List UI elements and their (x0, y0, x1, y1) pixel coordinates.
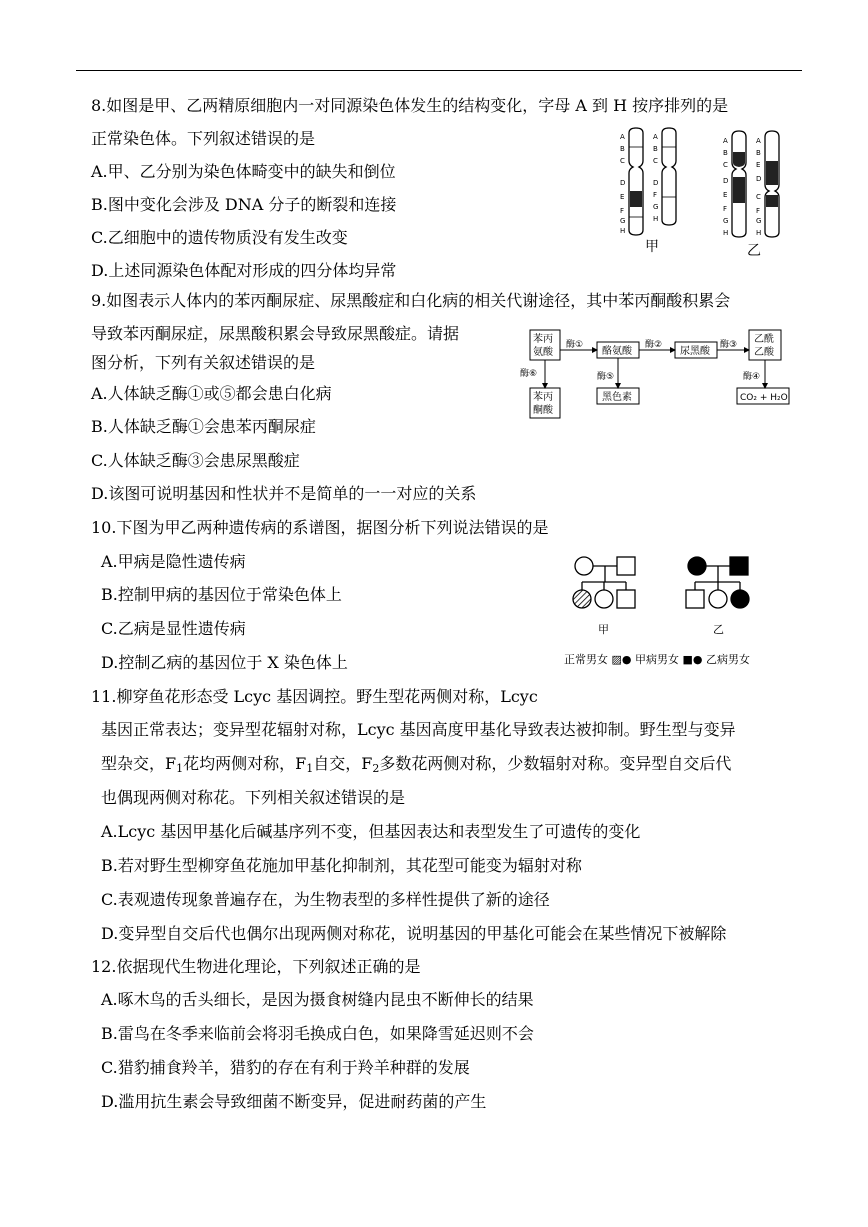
yi-son (686, 590, 704, 608)
c4-label-7: H (756, 229, 762, 237)
c1-label-5: F (620, 207, 625, 215)
pedigree-label-jia: 甲 (598, 623, 609, 636)
c4-label-1: B (756, 149, 761, 157)
node-phenylalanine-1: 苯丙 (533, 334, 553, 345)
chromosome-figure (615, 125, 790, 265)
chromosome-jia-normal (629, 128, 643, 235)
q10-option-d: D.控制乙病的基因位于 X 染色体上 (101, 653, 348, 672)
q11-option-b: B.若对野生型柳穿鱼花施加甲基化抑制剂，其花型可能变为辐射对称 (101, 856, 582, 875)
q9-stem: 9.如图表示人体内的苯丙酮尿症、尿黑酸症和白化病的相关代谢途径，其中苯丙酮酸积累会 (91, 291, 731, 310)
q10-option-b: B.控制甲病的基因位于常染色体上 (101, 585, 342, 604)
c1-label-2: C (620, 157, 625, 165)
node-tyrosine: 酪氨酸 (602, 346, 632, 357)
node-co2-h2o: CO₂ + H₂O (740, 393, 788, 403)
q11-stem: 11.柳穿鱼花形态受 Lcyc 基因调控。野生型花两侧对称，Lcyc (91, 687, 538, 706)
q10-option-a: A.甲病是隐性遗传病 (101, 552, 246, 571)
q12-option-d: D.滥用抗生素会导致细菌不断变异，促进耐药菌的产生 (101, 1092, 487, 1111)
q11-stem-line4: 也偶现两侧对称花。下列相关叙述错误的是 (101, 788, 406, 807)
jia-affected-daughter (573, 590, 591, 608)
q9-stem-cont2: 图分析，下列有关叙述错误的是 (91, 353, 316, 372)
c1-label-3: D (620, 179, 626, 187)
q8-option-b: B.图中变化会涉及 DNA 分子的断裂和连接 (91, 195, 397, 214)
q11-option-d: D.变异型自交后代也偶尔出现两侧对称花，说明基因的甲基化可能会在某些情况下被解除 (101, 924, 727, 943)
q11-option-c: C.表观遗传现象普遍存在，为生物表型的多样性提供了新的途径 (101, 890, 550, 909)
q9-option-b: B.人体缺乏酶①会患苯丙酮尿症 (91, 417, 316, 436)
jia-father (617, 557, 635, 575)
c2-label-5: G (653, 203, 659, 211)
q12-stem: 12.依据现代生物进化理论，下列叙述正确的是 (91, 957, 421, 976)
q12-option-b: B.雷鸟在冬季来临前会将羽毛换成白色，如果降雪延迟则不会 (101, 1024, 534, 1043)
c4-label-4: C (756, 193, 761, 201)
yi-mother (688, 557, 706, 575)
c1-label-1: B (620, 145, 625, 153)
c3-label-5: F (723, 205, 728, 213)
chromosome-jia-deleted (662, 128, 676, 225)
node-phenylalanine-2: 氨酸 (533, 347, 553, 358)
c2-label-0: A (653, 133, 658, 141)
enzyme-3: 酶③ (720, 340, 738, 350)
c1-label-6: G (620, 217, 626, 225)
jia-son (617, 590, 635, 608)
pedigree-legend: 正常男女 ▨● 甲病男女 ■● 乙病男女 (564, 653, 750, 666)
c4-label-5: F (756, 207, 761, 215)
metabolic-pathway-figure (515, 322, 795, 422)
c2-label-3: D (653, 179, 659, 187)
q12-option-c: C.猎豹捕食羚羊，猎豹的存在有利于羚羊种群的发展 (101, 1058, 470, 1077)
q10-option-c: C.乙病是显性遗传病 (101, 619, 246, 638)
pedigree-jia (573, 557, 635, 608)
enzyme-2: 酶② (645, 340, 663, 350)
c4-label-6: G (756, 217, 762, 225)
enzyme-5: 酶⑤ (597, 372, 615, 382)
c2-label-4: F (653, 191, 658, 199)
node-acetoacetate-1: 乙酰 (754, 334, 774, 345)
chromosome-yi-inverted (765, 131, 779, 237)
q8-option-c: C.乙细胞中的遗传物质没有发生改变 (91, 228, 348, 247)
c2-label-1: B (653, 145, 658, 153)
pedigree-figure (560, 550, 795, 672)
c1-label-0: A (620, 133, 625, 141)
node-phenylpyruvate-1: 苯丙 (533, 392, 553, 403)
q8-option-d: D.上述同源染色体配对形成的四分体均异常 (91, 261, 397, 280)
c1-label-7: H (620, 227, 626, 235)
pedigree-yi (686, 557, 749, 608)
q10-stem: 10.下图为甲乙两种遗传病的系谱图，据图分析下列说法错误的是 (91, 518, 549, 537)
node-acetoacetate-2: 乙酸 (754, 347, 774, 358)
q9-option-c: C.人体缺乏酶③会患尿黑酸症 (91, 451, 300, 470)
q12-option-a: A.啄木鸟的舌头细长，是因为摄食树缝内昆虫不断伸长的结果 (101, 990, 534, 1009)
chromosome-label-jia: 甲 (645, 239, 659, 255)
c2-label-2: C (653, 157, 658, 165)
yi-daughter (709, 590, 727, 608)
node-melanin: 黑色素 (602, 392, 632, 403)
c1-label-4: E (620, 193, 625, 201)
jia-daughter (595, 590, 613, 608)
c3-label-0: A (723, 137, 728, 145)
c4-label-0: A (756, 137, 761, 145)
chromosome-yi-normal (732, 131, 746, 237)
c3-label-1: B (723, 149, 728, 157)
c3-label-2: C (723, 161, 728, 169)
yi-father (730, 557, 748, 575)
q11-stem-line2: 基因正常表达；变异型花辐射对称，Lcyc 基因高度甲基化导致表达被抑制。野生型与变异 (101, 720, 736, 739)
jia-mother (575, 557, 593, 575)
yi-affected-daughter (731, 590, 749, 608)
c3-label-6: G (723, 217, 729, 225)
node-phenylpyruvate-2: 酮酸 (533, 405, 553, 416)
q9-stem-cont: 导致苯丙酮尿症，尿黑酸积累会导致尿黑酸症。请据 (91, 324, 460, 343)
chromosome-label-yi: 乙 (747, 243, 761, 259)
c3-label-3: D (723, 177, 729, 185)
c4-label-3: D (756, 175, 762, 183)
enzyme-4: 酶④ (743, 372, 761, 382)
q9-option-a: A.人体缺乏酶①或⑤都会患白化病 (91, 384, 332, 403)
c2-label-6: H (653, 215, 659, 223)
c3-label-7: H (723, 229, 729, 237)
q11-stem-line3: 型杂交，$F_1$花均两侧对称，$F_1$自交，$F_2$多数花两侧对称，少数辐射对称。变异型自交后代 (101, 754, 732, 775)
q8-option-a: A.甲、乙分别为染色体畸变中的缺失和倒位 (91, 162, 396, 181)
q8-stem-cont: 正常染色体。下列叙述错误的是 (91, 129, 316, 148)
c4-label-2: E (756, 161, 761, 169)
c3-label-4: E (723, 191, 728, 199)
header-rule (76, 70, 802, 71)
q11-option-a: A.Lcyc 基因甲基化后碱基序列不变，但基因表达和表型发生了可遗传的变化 (101, 822, 641, 841)
enzyme-6: 酶⑥ (520, 369, 538, 379)
enzyme-1: 酶① (566, 340, 584, 350)
q8-stem: 8.如图是甲、乙两精原细胞内一对同源染色体发生的结构变化，字母 A 到 H 按序排列的是 (91, 96, 729, 115)
pedigree-label-yi: 乙 (713, 623, 724, 636)
node-homogentisic-acid: 尿黑酸 (680, 346, 710, 357)
q9-option-d: D.该图可说明基因和性状并不是简单的一一对应的关系 (91, 484, 477, 503)
